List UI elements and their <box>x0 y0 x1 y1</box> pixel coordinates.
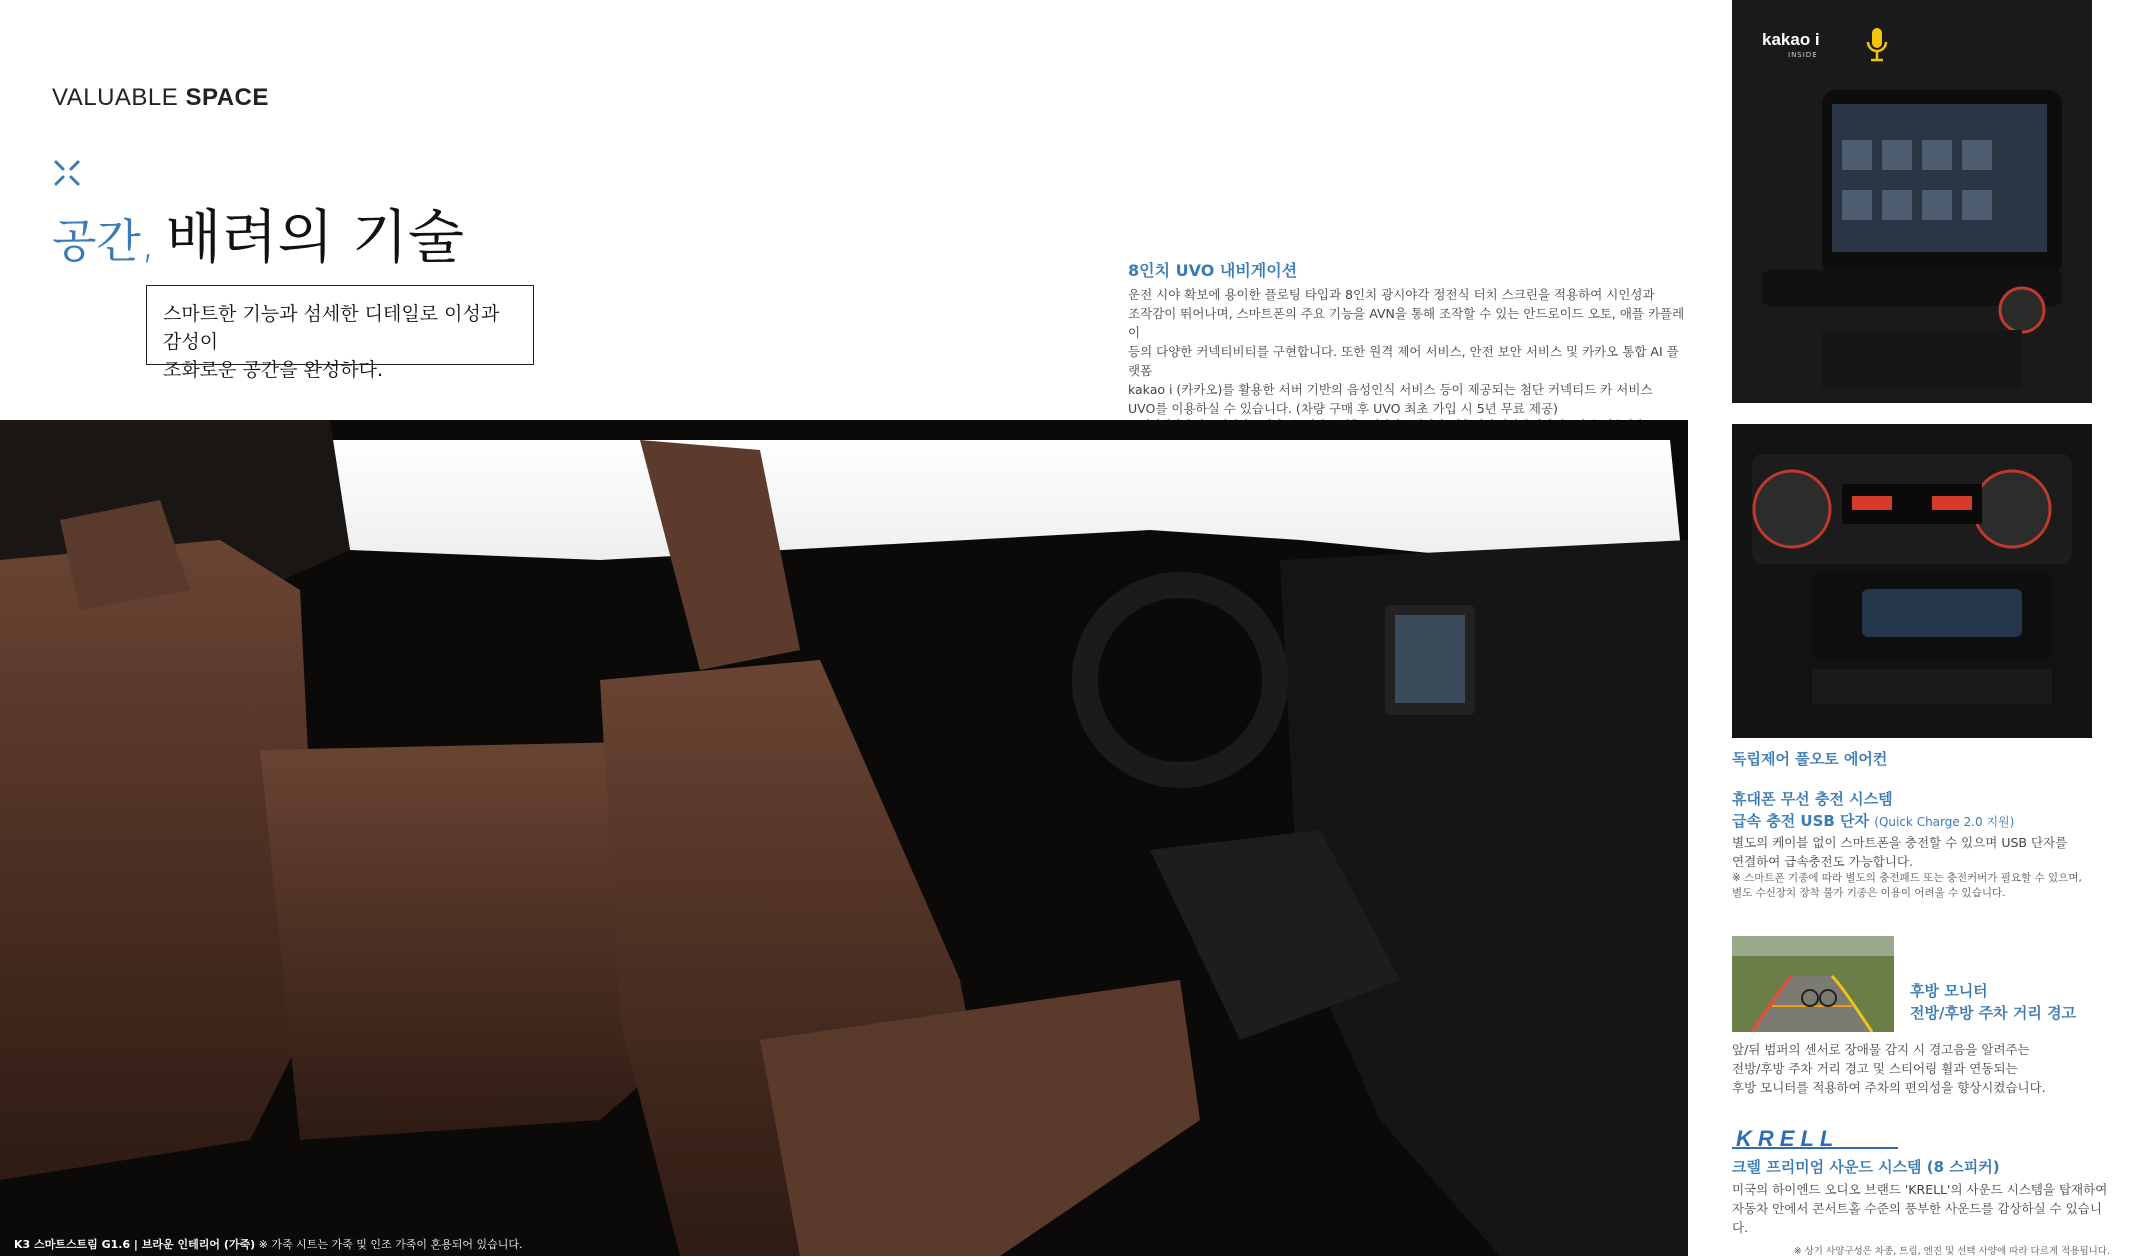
uvo-body-line: 등의 다양한 커넥티비티를 구현합니다. 또한 원격 제어 서비스, 안전 보안 서비스 및 카카오 통합 AI 플랫폼 <box>1128 344 1679 378</box>
headline-accent: 공간, <box>52 214 156 268</box>
rear-monitor-headings <box>1910 980 2076 1024</box>
kakao-brand: kakao i <box>1762 30 1820 49</box>
krell-logo <box>1732 1128 1898 1150</box>
interior-photo <box>0 420 1688 1256</box>
kakao-sub: INSIDE <box>1788 51 1818 59</box>
usb-title-sub: (Quick Charge 2.0 지원) <box>1874 815 2015 829</box>
rear-body-line: 후방 모니터를 적용하여 주차의 편의성을 향상시켰습니다. <box>1732 1080 2046 1095</box>
climate-title: 독립제어 풀오토 에어컨 <box>1732 750 1888 768</box>
wireless-body <box>1732 833 2092 871</box>
uvo-body-line: 운전 시야 확보에 용이한 플로팅 타입과 8인치 광시야각 정전식 터치 스크린을 적용하여 시인성과 <box>1128 287 1655 302</box>
page-title <box>52 190 464 274</box>
uvo-title: 8인치 UVO 내비게이션 <box>1128 261 1298 280</box>
right-column-text <box>1732 748 2092 901</box>
svg-text:KRELL: KRELL <box>1736 1128 1840 1150</box>
climate-illustration <box>1732 424 2092 738</box>
kakao-i-badge <box>1750 24 1862 66</box>
krell-body <box>1732 1180 2112 1237</box>
caption-title: K3 스마트스트림 G1.6 | 브라운 인테리어 (가죽) <box>14 1238 256 1251</box>
caption-note: ※ 가죽 시트는 가죽 및 인조 가죽이 혼용되어 있습니다. <box>258 1238 523 1251</box>
rear-body-line: 앞/뒤 범퍼의 센서로 장애물 감지 시 경고음을 알려주는 <box>1732 1042 2030 1057</box>
section-label-regular: VALUABLE <box>52 84 186 111</box>
krell-body-line: 미국의 하이엔드 오디오 브랜드 'KRELL'의 사운드 시스템을 탑재하여 <box>1732 1182 2108 1197</box>
cross-icon <box>52 158 82 188</box>
climate-charging-photo <box>1732 424 2092 738</box>
microphone-icon <box>1864 24 1890 66</box>
rear-monitor-photo <box>1732 936 1894 1032</box>
tagline-line: 조화로운 공간을 완성하다. <box>163 359 384 381</box>
photo-caption <box>14 1236 522 1252</box>
wireless-note: ※ 스마트폰 기종에 따라 별도의 충전패드 또는 충전커버가 필요할 수 있으며, <box>1732 872 2082 884</box>
krell-body-line: 자동차 안에서 콘서트홀 수준의 풍부한 사운드를 감상하실 수 있습니다. <box>1732 1201 2102 1235</box>
wireless-note: 별도 수신장치 장착 불가 기종은 이용이 어려울 수 있습니다. <box>1732 887 2006 899</box>
rear-monitor-illustration <box>1732 936 1894 1032</box>
usb-title-main: 급속 충전 USB 단자 <box>1732 812 1870 830</box>
wireless-title: 휴대폰 무선 충전 시스템 <box>1732 790 1893 808</box>
uvo-body-line: UVO를 이용하실 수 있습니다. (차량 구매 후 UVO 최초 가입 시 5년 무료 제공) <box>1128 401 1558 416</box>
krell-title: 크렐 프리미엄 사운드 시스템 (8 스피커) <box>1732 1158 2000 1176</box>
section-label-bold: SPACE <box>185 84 269 111</box>
rear-monitor-body <box>1732 1040 2092 1097</box>
tagline-box <box>146 285 534 381</box>
tagline-line: 스마트한 기능과 섬세한 디테일로 이성과 감성이 <box>163 303 500 353</box>
interior-illustration <box>0 420 1688 1256</box>
rear-body-line: 전방/후방 주차 거리 경고 및 스티어링 휠과 연동되는 <box>1732 1061 2018 1076</box>
wireless-body-line: 별도의 케이블 없이 스마트폰을 충전할 수 있으며 USB 단자를 <box>1732 835 2068 850</box>
uvo-body <box>1128 285 1688 418</box>
uvo-body-line: kakao i (카카오)를 활용한 서버 기반의 음성인식 서비스 등이 제공되는 첨단 커넥티드 카 서비스 <box>1128 382 1653 397</box>
rear-monitor-title: 후방 모니터 <box>1910 982 1988 1000</box>
parking-warning-title: 전방/후방 주차 거리 경고 <box>1910 1004 2077 1022</box>
headline-main: 배려의 기술 <box>165 203 465 271</box>
wireless-body-line: 연결하여 급속충전도 가능합니다. <box>1732 854 1913 869</box>
section-label <box>52 84 269 112</box>
usb-title <box>1732 810 2092 833</box>
uvo-body-line: 조작감이 뛰어나며, 스마트폰의 주요 기능을 AVN을 통해 조작할 수 있는 안드로이드 오토, 애플 카플레이 <box>1128 306 1685 340</box>
footnote: ※ 상기 사양구성은 차종, 트림, 엔진 및 선택 사양에 따라 다르게 적용됩니다. <box>1793 1246 2110 1257</box>
